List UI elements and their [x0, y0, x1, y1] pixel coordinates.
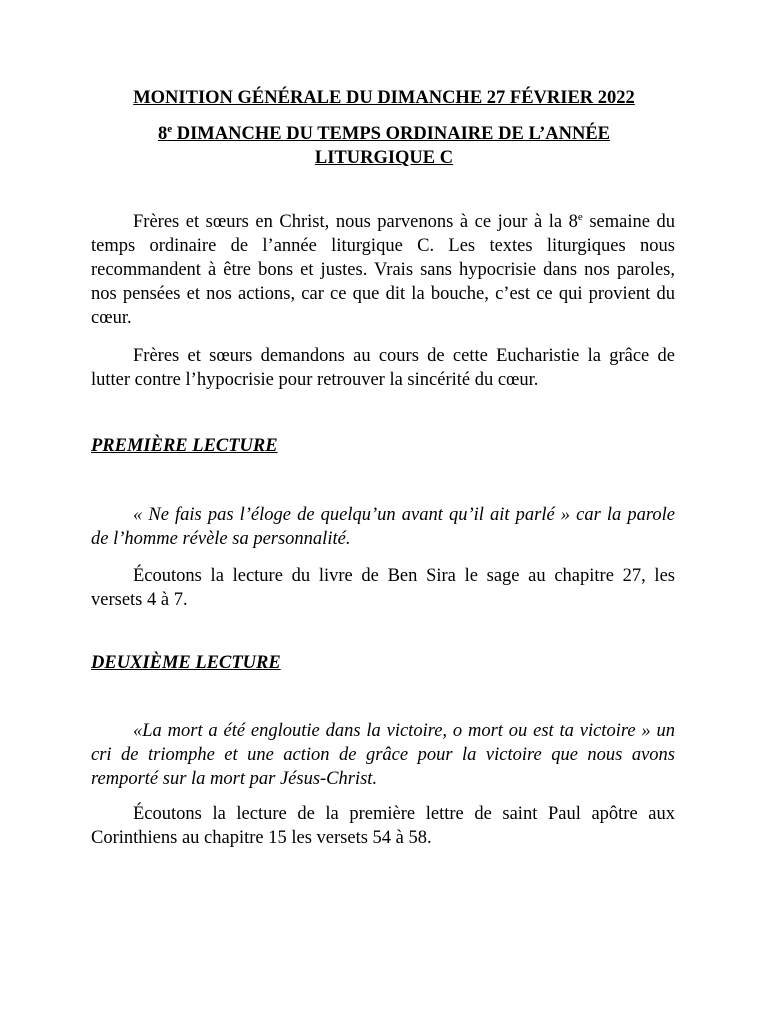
intro-paragraph-2	[91, 344, 675, 392]
first-reading-intro-text: Écoutons la lecture du livre de Ben Sira le sage au chapitre 27, les versets 4 à 7.	[91, 566, 675, 610]
second-reading-heading	[91, 651, 281, 675]
intro-paragraph-1	[91, 210, 675, 330]
intro-p1-text-a: Frères et sœurs en Christ, nous parvenons à ce jour à la 8	[133, 212, 578, 232]
first-reading-heading-text: PREMIÈRE LECTURE	[91, 436, 278, 456]
first-reading-heading	[91, 434, 278, 458]
subtitle-superscript: e	[167, 122, 173, 135]
title-text: MONITION GÉNÉRALE DU DIMANCHE 27 FÉVRIER 2022	[133, 88, 635, 108]
document-title	[0, 86, 768, 110]
subtitle-number: 8	[157, 124, 168, 144]
intro-p2-text: Frères et sœurs demandons au cours de cette Eucharistie la grâce de lutter contre l’hypocrisie pour retrouver la sincérité du cœur.	[91, 346, 675, 390]
second-reading-intro-text: Écoutons la lecture de la première lettre de saint Paul apôtre aux Corinthiens au chapitre 15 les versets 54 à 58.	[91, 804, 675, 848]
second-reading-quote	[91, 719, 675, 791]
intro-p1-superscript: e	[577, 210, 583, 223]
second-reading-heading-text: DEUXIÈME LECTURE	[91, 653, 281, 673]
document-subtitle	[0, 122, 768, 170]
first-reading-quote-text: « Ne fais pas l’éloge de quelqu’un avant qu’il ait parlé » car la parole de l’homme révèle sa personnalité.	[91, 505, 675, 549]
second-reading-quote-text: «La mort a été engloutie dans la victoire, o mort ou est ta victoire » un cri de triomphe et une action de grâce pour la victoire que nous avons remporté sur la mort par Jésus-Christ.	[91, 721, 675, 789]
intro-p1-text-b: semaine du temps ordinaire de l’année liturgique C. Les textes liturgiques nous recommandent à être bons et justes. Vrais sans hypocrisie dans nos paroles, nos pensées et nos actions, car ce que dit la bouche, c’est ce qui provient du cœur.	[91, 212, 675, 328]
first-reading-intro	[91, 564, 675, 612]
subtitle-line2: LITURGIQUE C	[314, 148, 454, 168]
first-reading-quote	[91, 503, 675, 551]
subtitle-line1: DIMANCHE DU TEMPS ORDINAIRE DE L’ANNÉE	[172, 124, 611, 144]
second-reading-intro	[91, 802, 675, 850]
